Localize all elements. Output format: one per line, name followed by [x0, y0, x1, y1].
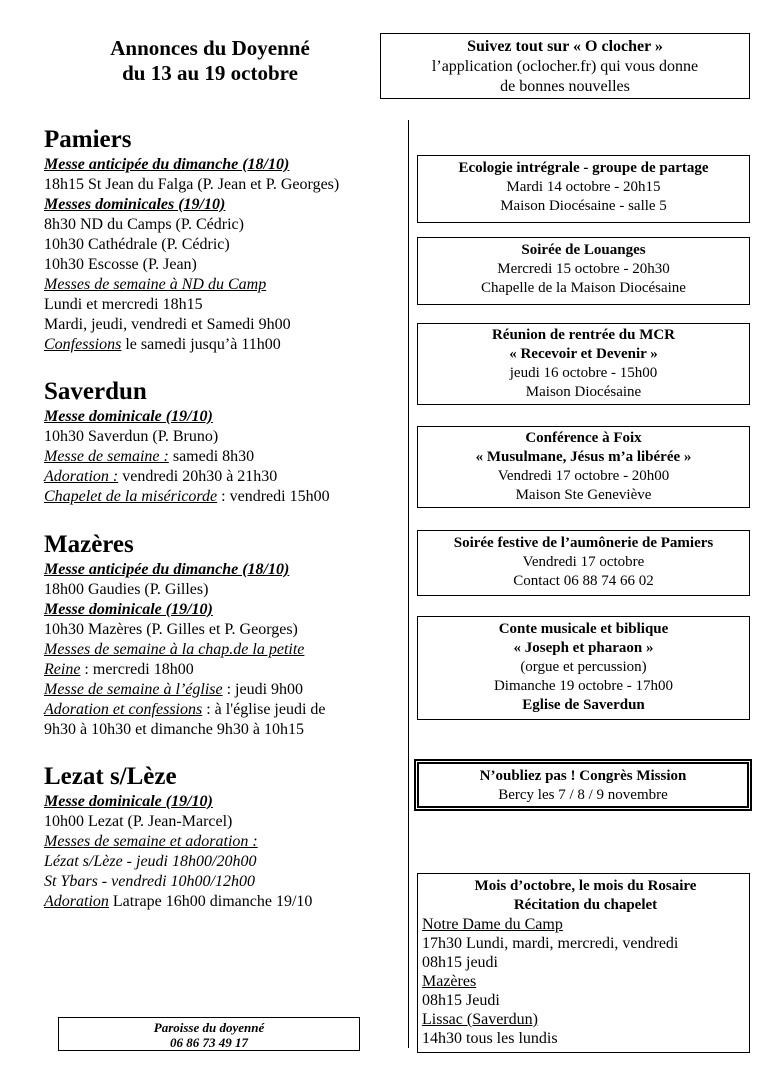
heading-saverdun: Saverdun	[44, 378, 147, 405]
heading-mazeres: Mazères	[44, 531, 134, 558]
section-lezat: Lezat s/Lèze Messe dominicale (19/10) 10h00 Lezat (P. Jean-Marcel) Messes de semaine et adoration : Lézat s/Lèze - jeudi 18h00/20h00 St Ybars - vendredi 10h00/12h00 Adoration Latrape 16h00 dimanche 19/10	[44, 762, 404, 912]
section-mazeres: Mazères Messe anticipée du dimanche (18/10) 18h00 Gaudies (P. Gilles) Messe dominicale (19/10) 10h30 Mazères (P. Gilles et P. Georges) Messes de semaine à la chap.de la petite Reine : mercredi 18h00 Messe de semaine à l’église : jeudi 9h00 Adoration et confessions : à l'église jeudi de 9h30 à 10h30 et dimanche 9h30 à 10h15	[44, 530, 404, 740]
rosaire-box: Mois d’octobre, le mois du Rosaire Récitation du chapelet Notre Dame du Camp 17h30 Lundi, mardi, mercredi, vendredi 08h15 jeudi Mazères 08h15 Jeudi Lissac (Saverdun) 14h30 tous les lundis	[417, 873, 750, 1053]
heading-pamiers: Pamiers	[44, 126, 132, 153]
app-promo-box: Suivez tout sur « O clocher » l’application (oclocher.fr) qui vous donne de bonnes nouvelles	[380, 33, 750, 99]
section-saverdun: Saverdun Messe dominicale (19/10) 10h30 Saverdun (P. Bruno) Messe de semaine : samedi 8h30 Adoration : vendredi 20h30 à 21h30 Chapelet de la miséricorde : vendredi 15h00	[44, 377, 404, 507]
event-box-louanges: Soirée de Louanges Mercredi 15 octobre - 20h30 Chapelle de la Maison Diocésaine	[417, 237, 750, 305]
heading-lezat: Lezat s/Lèze	[44, 763, 177, 790]
event-box-soiree-festive: Soirée festive de l’aumônerie de Pamiers Vendredi 17 octobre Contact 06 88 74 66 02	[417, 530, 750, 596]
congres-mission-box: N’oubliez pas ! Congrès Mission Bercy les 7 / 8 / 9 novembre	[414, 759, 752, 811]
section-pamiers: Pamiers Messe anticipée du dimanche (18/10) 18h15 St Jean du Falga (P. Jean et P. Georges) Messes dominicales (19/10) 8h30 ND du Camps (P. Cédric) 10h30 Cathédrale (P. Cédric) 10h30 Escosse (P. Jean) Messes de semaine à ND du Camp Lundi et mercredi 18h15 Mardi, jeudi, vendredi et Samedi 9h00 Confessions le samedi jusqu’à 11h00	[44, 125, 404, 355]
event-box-conte: Conte musicale et biblique « Joseph et pharaon » (orgue et percussion) Dimanche 19 octobre - 17h00 Eglise de Saverdun	[417, 616, 750, 720]
event-box-mcr: Réunion de rentrée du MCR « Recevoir et Devenir » jeudi 16 octobre - 15h00 Maison Diocésaine	[417, 323, 750, 405]
column-divider	[408, 120, 409, 1048]
event-box-conference: Conférence à Foix « Musulmane, Jésus m’a libérée » Vendredi 17 octobre - 20h00 Maison Ste Geneviève	[417, 426, 750, 508]
event-box-ecologie: Ecologie intrégrale - groupe de partage Mardi 14 octobre - 20h15 Maison Diocésaine - salle 5	[417, 155, 750, 223]
footer-contact-box: Paroisse du doyenné 06 86 73 49 17	[58, 1017, 360, 1051]
page-title: Annonces du Doyenné du 13 au 19 octobre	[110, 36, 310, 85]
